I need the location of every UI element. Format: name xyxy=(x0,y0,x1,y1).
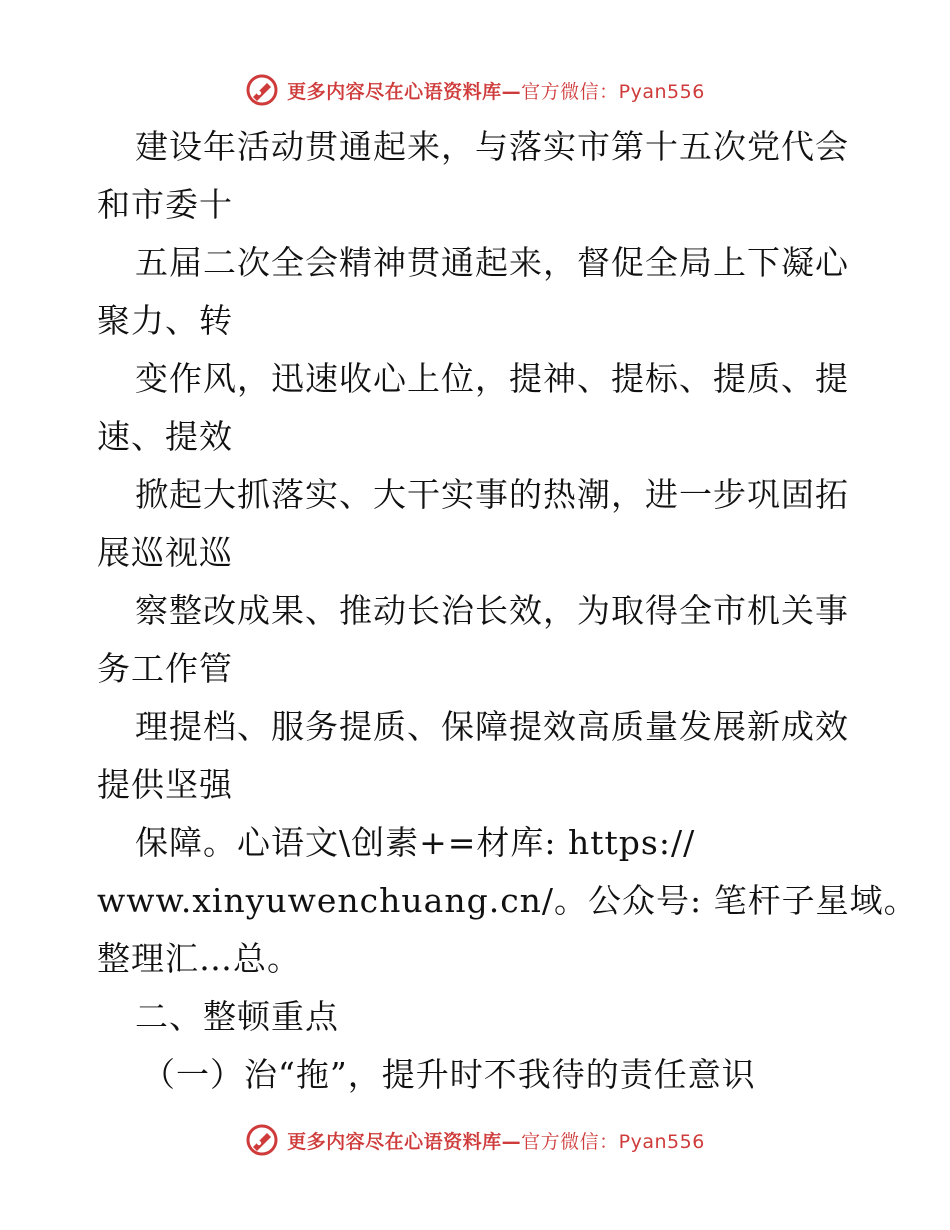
banner-wechat: 官方微信：Pyan556 xyxy=(521,80,705,103)
banner-separator: — xyxy=(501,1130,522,1153)
banner-title: 更多内容尽在心语资料库 xyxy=(287,80,502,103)
banner-separator: — xyxy=(501,80,522,103)
body-line: 理提档、服务提质、保障提效高质量发展新成效 xyxy=(135,707,849,746)
body-line: 提供坚强 xyxy=(97,765,233,804)
body-line: 务工作管 xyxy=(97,649,233,688)
body-line: 五届二次全会精神贯通起来，督促全局上下凝心 xyxy=(135,243,849,282)
banner-wechat: 官方微信：Pyan556 xyxy=(521,1130,705,1153)
banner-text xyxy=(287,1127,705,1154)
body-line: 掀起大抓落实、大干实事的热潮，进一步巩固拓 xyxy=(135,475,849,514)
footer-banner xyxy=(0,1120,950,1160)
subsection-heading: （一）治“拖”，提升时不我待的责任意识 xyxy=(142,1055,756,1094)
document-body xyxy=(97,118,918,1104)
body-line: 整理汇…总。 xyxy=(97,939,301,978)
body-line: 聚力、转 xyxy=(97,301,233,340)
body-line: 变作风，迅速收心上位，提神、提标、提质、提 xyxy=(135,359,849,398)
header-banner xyxy=(0,70,950,110)
body-line: 建设年活动贯通起来，与落实市第十五次党代会 xyxy=(135,127,849,166)
section-heading: 二、整顿重点 xyxy=(135,997,339,1036)
body-line: 保障。心语文\创素+=材库: https:// xyxy=(135,823,696,862)
body-line: www.xinyuwenchuang.cn/。公众号: 笔杆子星域。 xyxy=(97,881,918,920)
body-line: 展巡视巡 xyxy=(97,533,233,572)
body-line: 察整改成果、推动长治长效，为取得全市机关事 xyxy=(135,591,849,630)
body-line: 和市委十 xyxy=(97,185,233,224)
body-line: 速、提效 xyxy=(97,417,233,456)
pen-nib-logo-icon xyxy=(245,1123,279,1157)
pen-nib-logo-icon xyxy=(245,73,279,107)
banner-text xyxy=(287,77,705,104)
banner-title: 更多内容尽在心语资料库 xyxy=(287,1130,502,1153)
